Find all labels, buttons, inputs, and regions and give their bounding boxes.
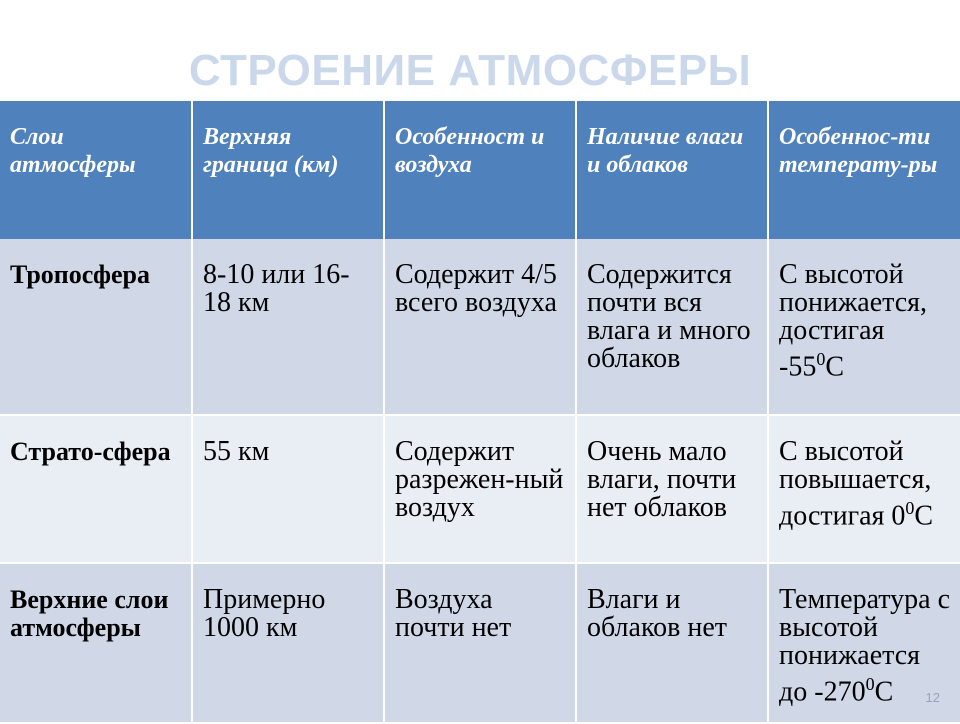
slide-number: 12 xyxy=(925,690,940,705)
cell-temperature xyxy=(768,239,960,415)
temperature-unit: С xyxy=(914,500,934,532)
cell-temperature xyxy=(768,415,960,563)
table-row xyxy=(0,239,960,415)
header-layers: Слои атмосферы xyxy=(0,101,192,239)
temperature-text: С высотой повышается, достигая 0 xyxy=(779,436,932,532)
degree-sup: 0 xyxy=(865,674,875,694)
temperature-unit: С xyxy=(874,676,894,708)
cell-moisture: Очень мало влаги, почти нет облаков xyxy=(576,415,768,563)
table-row xyxy=(0,563,960,723)
temperature-text: С высотой понижается, достигая -55 xyxy=(779,259,928,383)
header-air-features: Особенност и воздуха xyxy=(384,101,576,239)
cell-layer: Верхние слои атмосферы xyxy=(0,563,192,723)
cell-air: Содержит 4/5 всего воздуха xyxy=(384,239,576,415)
cell-upper-boundary: Примерно 1000 км xyxy=(192,563,384,723)
cell-layer: Страто-сфера xyxy=(0,415,192,563)
temperature-unit: С xyxy=(825,351,845,383)
degree-sup: 0 xyxy=(816,349,826,369)
atmosphere-table xyxy=(0,101,960,724)
cell-moisture: Влаги и облаков нет xyxy=(576,563,768,723)
slide-title: СТРОЕНИЕ АТМОСФЕРЫ xyxy=(188,46,752,95)
cell-air: Воздуха почти нет xyxy=(384,563,576,723)
table-header-row xyxy=(0,101,960,239)
header-upper-boundary: Верхняя граница (км) xyxy=(192,101,384,239)
table-row xyxy=(0,415,960,563)
header-moisture-clouds: Наличие влаги и облаков xyxy=(576,101,768,239)
degree-sup: 0 xyxy=(905,498,915,518)
cell-upper-boundary: 8-10 или 16-18 км xyxy=(192,239,384,415)
header-temperature-features: Особеннос-ти температу-ры xyxy=(768,101,960,239)
temperature-text: Температура с высотой понижается до -270 xyxy=(779,584,951,708)
cell-layer: Тропосфера xyxy=(0,239,192,415)
cell-air: Содержит разрежен-ный воздух xyxy=(384,415,576,563)
cell-upper-boundary: 55 км xyxy=(192,415,384,563)
cell-moisture: Содержится почти вся влага и много облаков xyxy=(576,239,768,415)
